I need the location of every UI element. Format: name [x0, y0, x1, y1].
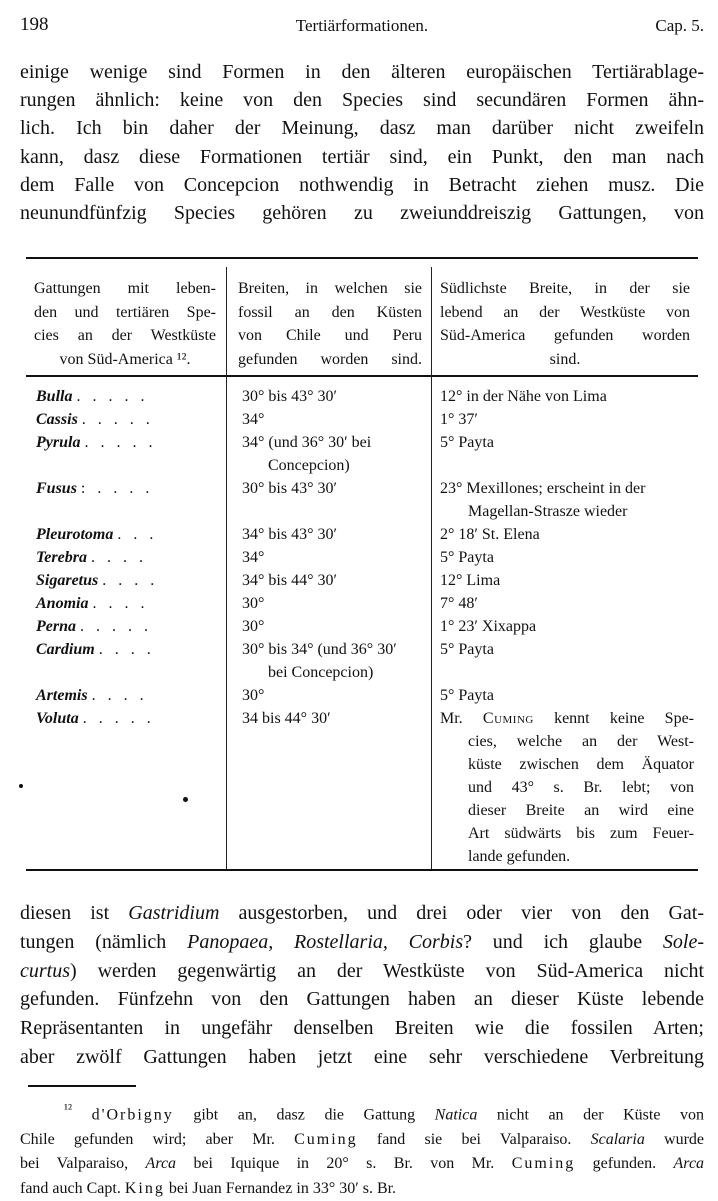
genus-name: Anomia: [36, 595, 89, 612]
southernmost-latitude: 5° Payta: [440, 687, 494, 704]
southernmost-latitude: 1° 23′ Xixappa: [440, 618, 537, 635]
fossil-latitude: 34° bis 43° 30′: [242, 526, 337, 543]
genera-table: Gattungen mit leben- den und tertiären Spe- cies an der Westküste von Süd-America ¹². Breiten, in welchen sie fossil an den Küsten von Chile und Peru gefunden worden sind. Südlichste Breite, in der sie lebend an der Westküste von Süd-America gefunden worden sind. Bulla . . . . . 30° bis 43° 30′ 12° in der Nähe von Lima Cassis . . . . . 34° 1° 37′ Pyrula . . . . . 34° (und 36° 30′ bei Concepcion) 5° Payta Fusus : . . . . 30° bis 43° 30′ 23° Mexillones; erscheint in der Magellan-Strasze wieder Pleurotoma . . . 34° bis 43° 30′ 2° 18′ St. Elena Terebra . . . . 34° 5° Payta Sigaretus . . . . 34° bis 44° 30′ 12° Lima Anomia . . . . 30° 7° 48′ Perna . . . . . 30° 1° 23′ Xixappa Cardium . . . . 30° bis 34° (und 36° 30′ bei Concepcion) 5° Payta Artemis . . . . 30° 5° Payta Voluta . . . . . 34 bis 44° 30′ Mr. Cuming kennt keine Spe- cies, welche an der West- küste zwischen dem Äquator und 43° s. Br. lebt; von dieser Breite an wird eine Art südwärts bis zum Feuer- lande gefunden.: [26, 257, 698, 871]
southernmost-latitude: 5° Payta: [440, 641, 494, 658]
text-line: lich. Ich bin daher der Meinung, dasz man darüber nicht zweifeln: [20, 117, 704, 140]
running-header: [20, 14, 704, 44]
chapter-label: Cap. 5.: [655, 16, 704, 35]
fossil-latitude: 34°: [242, 549, 265, 566]
column-divider: [226, 267, 227, 871]
text-line: Repräsentanten in ungefähr denselben Breiten wie die fossilen Arten;: [20, 1017, 704, 1040]
print-speck: [183, 797, 188, 802]
text-line: einige wenige sind Formen in den älteren europäischen Tertiärablage-: [20, 61, 704, 83]
text-line: curtus) werden gegenwärtig an der Westküste von Süd-America nicht: [20, 959, 704, 982]
genus-name: Voluta: [36, 710, 79, 727]
fossil-latitude: 30°: [242, 595, 265, 612]
southernmost-latitude: 2° 18′ St. Elena: [440, 526, 540, 543]
page-number: 198: [20, 14, 49, 35]
text-line: dem Falle von Concepcion nothwendig in Betracht ziehen musz. Die: [20, 173, 704, 196]
fossil-latitude: 30° bis 43° 30′: [242, 480, 337, 497]
running-title: Tertiärformationen.: [295, 16, 429, 35]
fossil-latitude: 30°: [242, 618, 265, 635]
genus-name: Perna: [36, 618, 76, 635]
text-line: tungen (nämlich Panopaea, Rostellaria, Corbis? und ich glaube Sole-: [20, 930, 705, 953]
text-line: diesen ist Gastridium ausgestorben, und drei oder vier von den Gat-: [20, 902, 705, 924]
genus-name: Fusus: [36, 480, 77, 497]
header-fossil-latitudes: Breiten, in welchen sie fossil an den Küsten von Chile und Peru gefunden worden sind.: [238, 280, 422, 368]
southernmost-latitude: Mr. Cuming kennt keine Spe- cies, welche an der West- küste zwischen dem Äquator und 43° s. Br. lebt; von dieser Breite an wird eine Art südwärts bis zum Feuer- lande gefunden.: [440, 710, 695, 865]
footnote-line: Chile gefunden wird; aber Mr. Cuming fand sie bei Valparaiso. Scalaria wurde: [20, 1130, 704, 1148]
southernmost-latitude: 5° Payta: [440, 434, 494, 451]
fossil-latitude: 34°: [242, 411, 265, 428]
genus-name: Pyrula: [36, 434, 81, 451]
footnote-rule: [28, 1085, 136, 1087]
header-genera: Gattungen mit leben- den und tertiären Spe- cies an der Westküste von Süd-America ¹².: [34, 280, 216, 368]
fossil-latitude: 34° bis 44° 30′: [242, 572, 337, 589]
text-line: rungen ähnlich: keine von den Species sind secundären Formen ähn-: [20, 89, 704, 112]
text-line: kann, dasz diese Formationen tertiär sind, ein Punkt, den man nach: [20, 145, 704, 168]
footnote-line: fand auch Capt. King bei Juan Fernandez in 33° 30′ s. Br.: [20, 1179, 397, 1197]
header-southernmost-latitude: Südlichste Breite, in der sie lebend an der Westküste von Süd-America gefunden worden sind.: [440, 280, 690, 368]
genus-name: Cassis: [36, 411, 78, 428]
genus-name: Artemis: [36, 687, 88, 704]
text-line: aber zwölf Gattungen haben jetzt eine sehr verschiedene Verbreitung: [20, 1045, 704, 1068]
print-speck: [19, 784, 23, 788]
table-top-rule: [26, 257, 698, 259]
southernmost-latitude: 23° Mexillones; erscheint in der Magellan-Strasze wieder: [440, 480, 646, 520]
southernmost-latitude: 1° 37′: [440, 411, 478, 428]
fossil-latitude: 30° bis 34° (und 36° 30′ bei Concepcion): [242, 641, 397, 681]
genus-name: Terebra: [36, 549, 87, 566]
footnote-line: $^{^{12}}$ d'Orbigny gibt an, dasz die Gattung Natica nicht an der Küste von: [64, 1101, 705, 1124]
southernmost-latitude: 12° Lima: [440, 572, 501, 589]
text-line: neunundfünfzig Species gehören zu zweiunddreiszig Gattungen, von: [20, 202, 704, 225]
southernmost-latitude: 7° 48′: [440, 595, 478, 612]
genus-name: Bulla: [36, 388, 73, 405]
footnote: [20, 1097, 704, 1201]
fossil-latitude: 30°: [242, 687, 265, 704]
southernmost-latitude: 5° Payta: [440, 549, 494, 566]
genus-name: Sigaretus: [36, 572, 99, 589]
text-line: gefunden. Fünfzehn von den Gattungen haben an dieser Küste lebende: [20, 988, 704, 1011]
southernmost-latitude: 12° in der Nähe von Lima: [440, 388, 607, 405]
bottom-paragraph: [20, 899, 704, 1072]
top-paragraph: [20, 58, 704, 227]
footnote-line: bei Valparaiso, Arca bei Iquique in 20° s. Br. von Mr. Cuming gefunden. Arca: [20, 1155, 705, 1173]
fossil-latitude: 30° bis 43° 30′: [242, 388, 337, 405]
fossil-latitude: 34° (und 36° 30′ bei Concepcion): [242, 434, 372, 474]
genus-name: Cardium: [36, 641, 95, 658]
genus-name: Pleurotoma: [36, 526, 114, 543]
table-header-rule: [26, 375, 698, 377]
fossil-latitude: 34 bis 44° 30′: [242, 710, 331, 727]
table-bottom-rule: [26, 869, 698, 871]
